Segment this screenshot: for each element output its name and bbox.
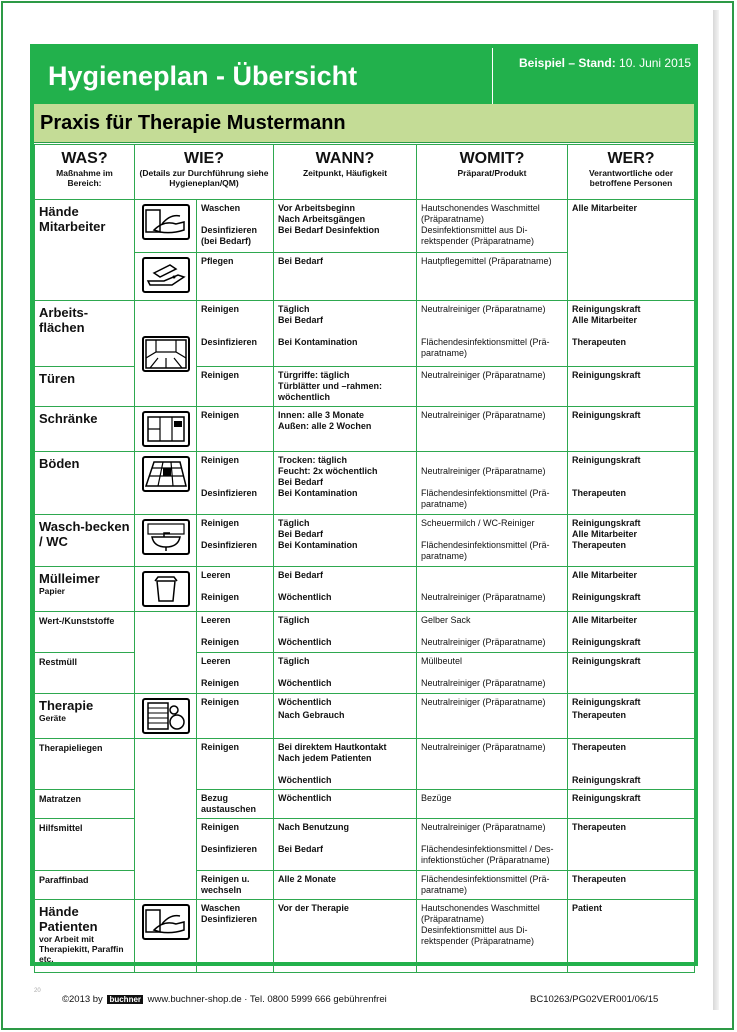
icon-cell: [135, 567, 197, 612]
area-schraenke: Schränke: [35, 407, 135, 452]
table-row: [35, 567, 695, 612]
page-title: Hygieneplan - Übersicht: [48, 61, 358, 91]
area-arbeitsflaechen: Arbeits-flächen: [35, 301, 135, 367]
wie-cell: Reinigen: [197, 407, 274, 452]
wer-cell: Reinigungskraft: [568, 653, 695, 694]
wer-cell: Reinigungskraft Therapeuten: [568, 452, 695, 515]
col-wer: WER? Verantwortliche oder betroffene Personen: [568, 145, 695, 200]
contact-info: www.buchner-shop.de · Tel. 0800 5999 666 gebührenfrei: [147, 994, 387, 1005]
stand-box: [492, 48, 694, 104]
table-row: [35, 200, 695, 253]
area-restmuell: Restmüll: [35, 653, 135, 694]
practice-bar: [34, 104, 694, 143]
page-number: 20: [34, 988, 41, 994]
document-code: BC10263/PG02VER001/06/15: [530, 994, 659, 1005]
footer-left: [62, 994, 387, 1005]
table-row: [35, 301, 695, 367]
icon-cell: [135, 452, 197, 515]
buchner-logo: buchner: [109, 995, 142, 1004]
wann-cell: Bei Bedarf Wöchentlich: [274, 567, 417, 612]
womit-cell: Neutralreiniger (Präparatname): [417, 739, 568, 790]
hygiene-table: [34, 144, 695, 973]
wie-cell: Leeren Reinigen: [197, 653, 274, 694]
womit-cell: Scheuermilch / WC-Reiniger Flächendesinfektionsmittel (Prä-paratname): [417, 515, 568, 567]
area-haende-mitarbeiter: Hände Mitarbeiter: [35, 200, 135, 301]
table-row: [35, 790, 695, 819]
womit-cell: Bezüge: [417, 790, 568, 819]
wer-cell: Reinigungskraft: [568, 367, 695, 407]
wer-cell: Reinigungskraft: [568, 790, 695, 819]
wann-cell: Trocken: täglich Feucht: 2x wöchentlich Bei Bedarf Bei Kontamination: [274, 452, 417, 515]
wer-cell: Alle Mitarbeiter Reinigungskraft: [568, 567, 695, 612]
wie-cell: Waschen Desinfizieren: [197, 900, 274, 973]
hygiene-plan-sheet: [30, 44, 698, 966]
womit-cell: Neutralreiniger (Präparatname): [417, 367, 568, 407]
table-row: [35, 407, 695, 452]
womit-cell: Müllbeutel Neutralreiniger (Präparatname): [417, 653, 568, 694]
wie-cell: Reinigen: [197, 367, 274, 407]
wann-cell: Täglich Wöchentlich: [274, 653, 417, 694]
womit-cell: Neutralreiniger (Präparatname): [417, 407, 568, 452]
table-row: [35, 367, 695, 407]
wann-cell: Alle 2 Monate: [274, 871, 417, 900]
wann-cell: Wöchentlich Nach Gebrauch: [274, 694, 417, 739]
area-paraffinbad: Paraffinbad: [35, 871, 135, 900]
wie-cell: Waschen Desinfizieren (bei Bedarf): [197, 200, 274, 253]
wer-cell: Reinigungskraft Alle Mitarbeiter Therapeuten: [568, 515, 695, 567]
wer-cell: Reinigungskraft Alle Mitarbeiter Therapeuten: [568, 301, 695, 367]
wann-cell: Täglich Bei Bedarf Bei Kontamination: [274, 515, 417, 567]
area-therapie: Therapie Geräte: [35, 694, 135, 739]
wie-cell: Reinigen Desinfizieren: [197, 452, 274, 515]
copyright: ©2013 by: [62, 994, 103, 1005]
col-was: WAS? Maßnahme im Bereich:: [35, 145, 135, 200]
womit-cell: Flächendesinfektionsmittel (Prä-paratname): [417, 871, 568, 900]
area-boeden: Böden: [35, 452, 135, 515]
wie-cell: Bezug austauschen: [197, 790, 274, 819]
table-row: [35, 653, 695, 694]
col-womit: WOMIT? Präparat/Produkt: [417, 145, 568, 200]
wer-cell: Therapeuten: [568, 871, 695, 900]
icon-cell-empty: [135, 612, 197, 694]
table-row: [35, 900, 695, 973]
icon-cell-empty: [135, 739, 197, 900]
wann-cell: Nach Benutzung Bei Bedarf: [274, 819, 417, 871]
wie-cell: Reinigen: [197, 694, 274, 739]
icon-cell: [135, 253, 197, 301]
icon-cell: [135, 900, 197, 973]
womit-cell: Neutralreiniger (Präparatname): [417, 567, 568, 612]
wann-cell: Wöchentlich: [274, 790, 417, 819]
trash-bin-icon: [142, 571, 190, 607]
wie-cell: Reinigen: [197, 739, 274, 790]
area-hilfsmittel: Hilfsmittel: [35, 819, 135, 871]
wer-cell: Reinigungskraft: [568, 407, 695, 452]
wann-cell: Vor der Therapie: [274, 900, 417, 973]
wer-cell: Patient: [568, 900, 695, 973]
cabinet-icon: [142, 411, 190, 447]
womit-cell: Hautschonendes Waschmittel (Präparatname) Desinfektionsmittel aus Di-rektspender (Präparatname): [417, 900, 568, 973]
table-row: [35, 452, 695, 515]
wann-cell: Innen: alle 3 Monate Außen: alle 2 Wochen: [274, 407, 417, 452]
wann-cell: Türgriffe: täglich Türblätter und –rahmen: wöchentlich: [274, 367, 417, 407]
icon-cell: [135, 515, 197, 567]
washbasin-icon: [142, 519, 190, 555]
area-matratzen: Matratzen: [35, 790, 135, 819]
room-surfaces-icon: [142, 336, 190, 372]
col-wann: WANN? Zeitpunkt, Häufigkeit: [274, 145, 417, 200]
table-header-row: [35, 145, 695, 200]
area-wertstoffe: Wert-/Kunststoffe: [35, 612, 135, 653]
area-muelleimer: Mülleimer Papier: [35, 567, 135, 612]
stand-label: Beispiel – Stand:: [519, 56, 616, 70]
wer-cell: Therapeuten: [568, 819, 695, 871]
wer-cell: Alle Mitarbeiter: [568, 200, 695, 301]
womit-cell: Gelber Sack Neutralreiniger (Präparatname): [417, 612, 568, 653]
therapy-equipment-icon: [142, 698, 190, 734]
womit-cell: Neutralreiniger (Präparatname): [417, 694, 568, 739]
table-row: [35, 515, 695, 567]
wann-cell: Bei Bedarf: [274, 253, 417, 301]
table-row: [35, 871, 695, 900]
icon-cell: [135, 694, 197, 739]
icon-cell: [135, 200, 197, 253]
practice-name: Praxis für Therapie Mustermann: [40, 112, 346, 134]
wie-cell: Reinigen Desinfizieren: [197, 515, 274, 567]
table-row: [35, 739, 695, 790]
wie-cell: Reinigen u. wechseln: [197, 871, 274, 900]
icon-cell: [135, 301, 197, 407]
wie-cell: Leeren Reinigen: [197, 612, 274, 653]
womit-cell: Hautschonendes Waschmittel (Präparatname) Desinfektionsmittel aus Di-rektspender (Präparatname): [417, 200, 568, 253]
floor-tiles-icon: [142, 456, 190, 492]
hands-washing-icon: [142, 204, 190, 240]
table-row: [35, 612, 695, 653]
wer-cell: Reinigungskraft Therapeuten: [568, 694, 695, 739]
col-wie: WIE? (Details zur Durchführung siehe Hygieneplan/QM): [135, 145, 274, 200]
table-row: [35, 694, 695, 739]
wer-cell: Therapeuten Reinigungskraft: [568, 739, 695, 790]
wie-cell: Reinigen Desinfizieren: [197, 301, 274, 367]
wann-cell: Täglich Wöchentlich: [274, 612, 417, 653]
icon-cell: [135, 407, 197, 452]
stand-date: 10. Juni 2015: [619, 56, 692, 70]
wann-cell: Bei direktem Hautkontakt Nach jedem Patienten Wöchentlich: [274, 739, 417, 790]
wie-cell: Leeren Reinigen: [197, 567, 274, 612]
womit-cell: Neutralreiniger (Präparatname) Flächendesinfektionsmittel (Prä-paratname): [417, 452, 568, 515]
area-haende-patienten: Hände Patienten vor Arbeit mit Therapiekitt, Paraffin etc.: [35, 900, 135, 973]
wann-cell: Täglich Bei Bedarf Bei Kontamination: [274, 301, 417, 367]
womit-cell: Neutralreiniger (Präparatname) Flächendesinfektionsmittel / Des-infektionstücher (Präparatname): [417, 819, 568, 871]
wie-cell: Pflegen: [197, 253, 274, 301]
wie-cell: Reinigen Desinfizieren: [197, 819, 274, 871]
wer-cell: Alle Mitarbeiter Reinigungskraft: [568, 612, 695, 653]
patient-hands-icon: [142, 904, 190, 940]
hand-cream-icon: [142, 257, 190, 293]
wann-cell: Vor Arbeitsbeginn Nach Arbeitsgängen Bei Bedarf Desinfektion: [274, 200, 417, 253]
womit-cell: Hautpflegemittel (Präparatname): [417, 253, 568, 301]
title-bar: [34, 48, 694, 104]
table-row: [35, 819, 695, 871]
area-tueren: Türen: [35, 367, 135, 407]
area-therapieliegen: Therapieliegen: [35, 739, 135, 790]
area-waschbecken: Wasch-becken / WC: [35, 515, 135, 567]
page-shadow: [713, 10, 719, 1010]
womit-cell: Neutralreiniger (Präparatname) Flächendesinfektionsmittel (Prä-paratname): [417, 301, 568, 367]
